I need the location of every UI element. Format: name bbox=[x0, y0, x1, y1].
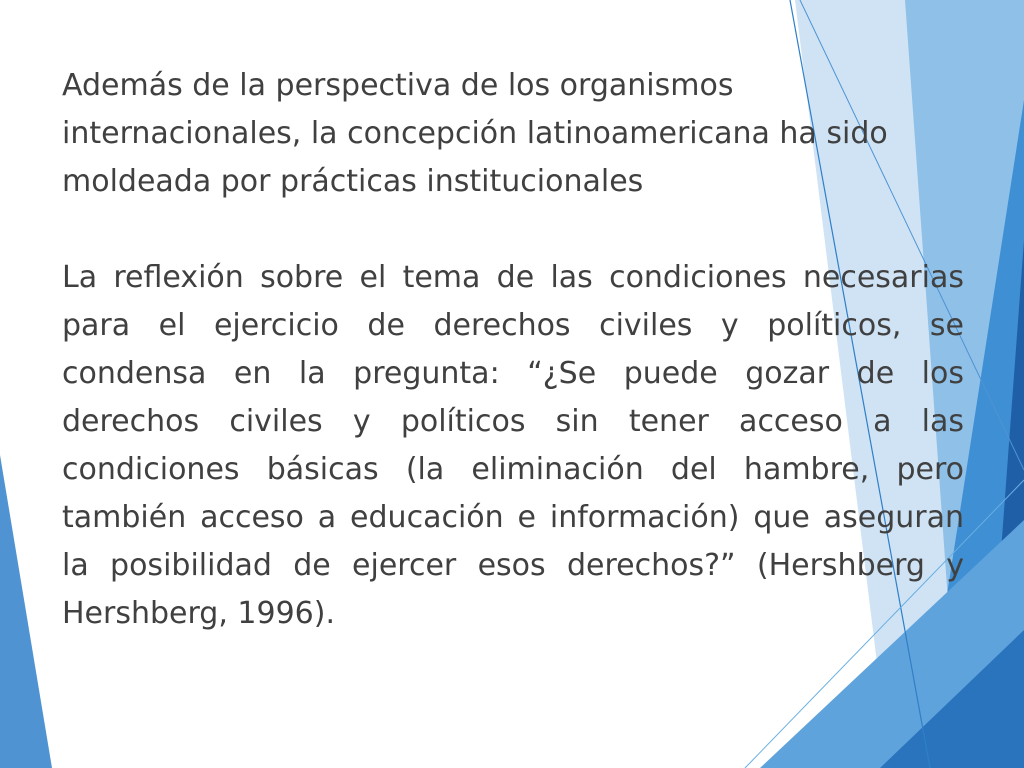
paragraph-intro: Además de la perspectiva de los organismos internacionales, la concepción latinoamericana ha sido moldeada por prácticas institucionales bbox=[62, 68, 888, 199]
paragraph-reflection: La reflexión sobre el tema de las condiciones necesarias para el ejercicio de derechos civiles y políticos, se condensa en la pregunta: “¿Se puede gozar de los derechos civiles y políticos sin tener acceso a las condiciones básicas (la eliminación del hambre, pero también acceso a educación e información) que aseguran la posibilidad de ejercer esos derechos?” (Hershberg y Hershberg, 1996). bbox=[62, 260, 964, 631]
slide-content bbox=[62, 62, 964, 638]
left-accent-shape bbox=[0, 455, 52, 768]
